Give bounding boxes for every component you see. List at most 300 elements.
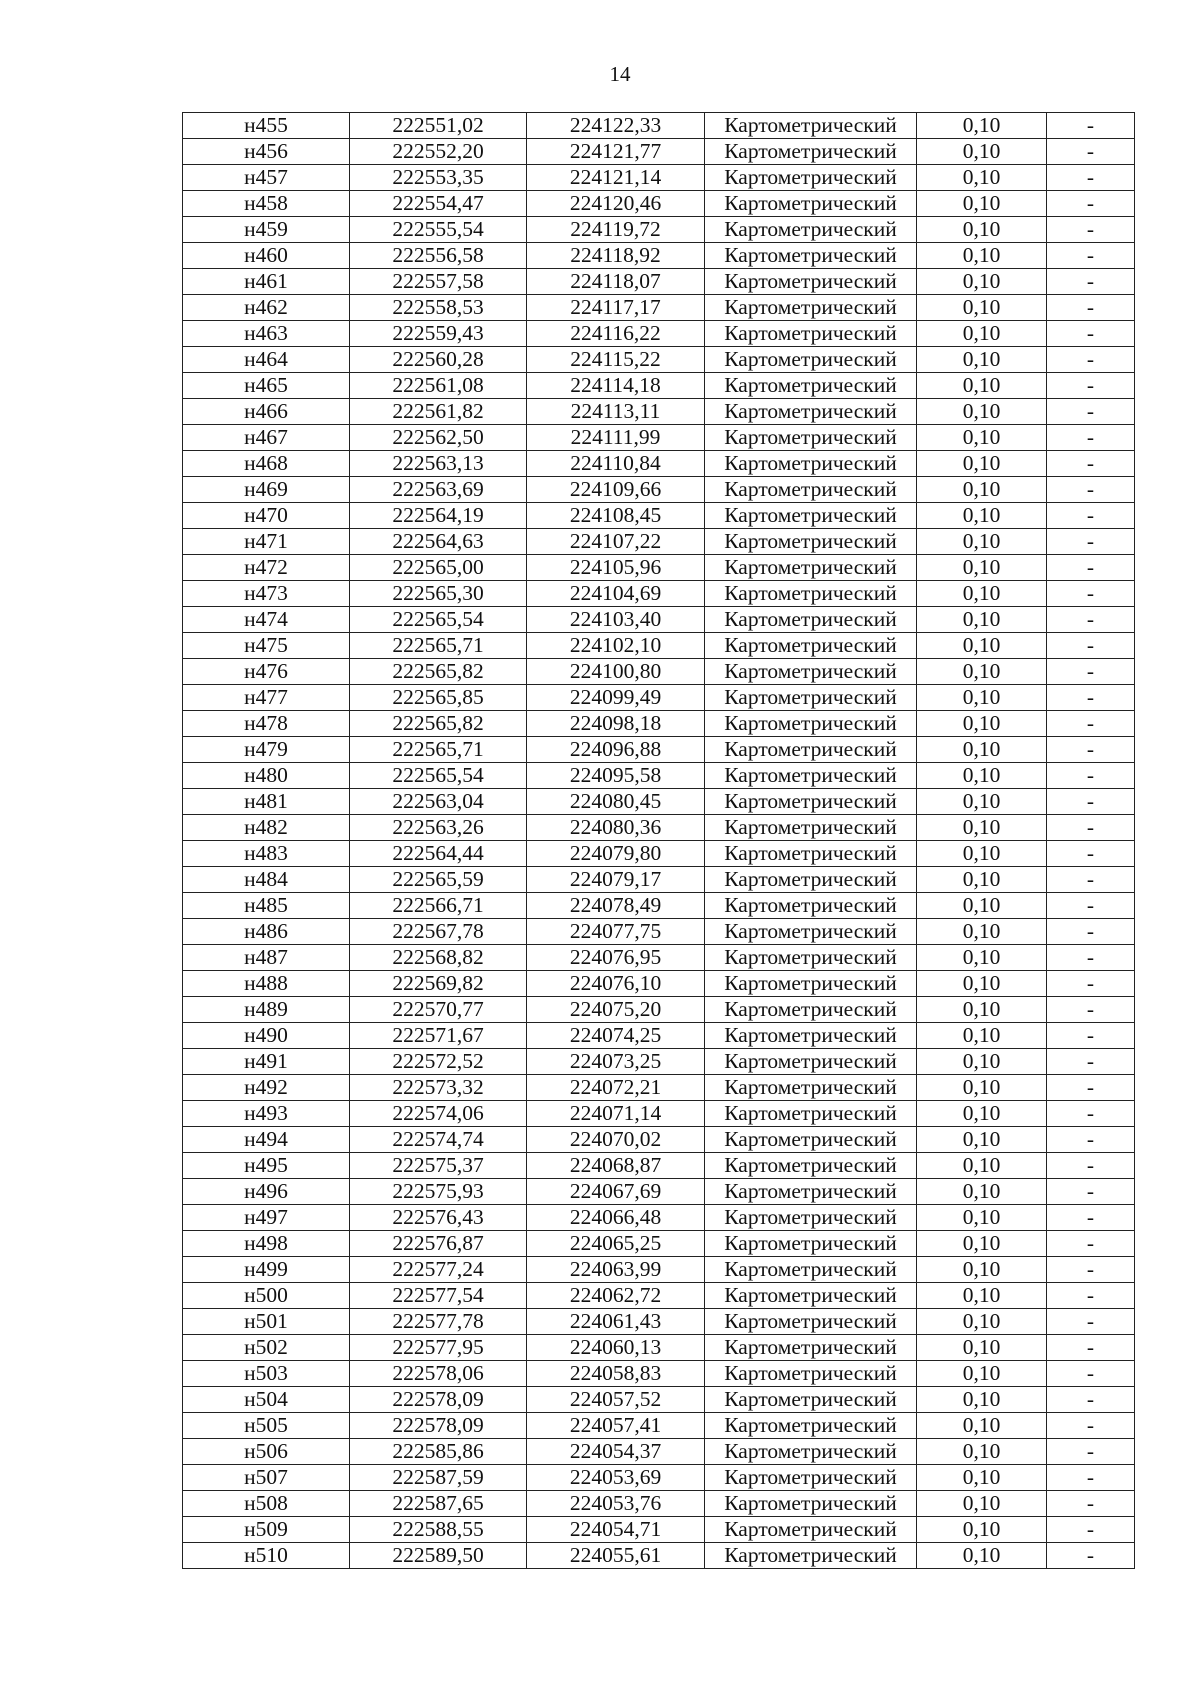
accuracy-cell: 0,10 (917, 1075, 1047, 1101)
description-cell: - (1047, 581, 1135, 607)
table-row (183, 893, 1135, 919)
y-coordinate-cell: 224055,61 (527, 1543, 705, 1569)
y-coordinate-cell: 224079,17 (527, 867, 705, 893)
accuracy-cell: 0,10 (917, 919, 1047, 945)
y-coordinate-cell: 224054,71 (527, 1517, 705, 1543)
point-id-cell: н508 (183, 1491, 350, 1517)
x-coordinate-cell: 222562,50 (350, 425, 527, 451)
x-coordinate-cell: 222564,44 (350, 841, 527, 867)
x-coordinate-cell: 222553,35 (350, 165, 527, 191)
table-row (183, 763, 1135, 789)
table-row (183, 607, 1135, 633)
table-row (183, 1517, 1135, 1543)
description-cell: - (1047, 529, 1135, 555)
y-coordinate-cell: 224103,40 (527, 607, 705, 633)
table-row (183, 1023, 1135, 1049)
accuracy-cell: 0,10 (917, 945, 1047, 971)
point-id-cell: н495 (183, 1153, 350, 1179)
y-coordinate-cell: 224118,07 (527, 269, 705, 295)
method-cell: Картометрический (705, 1309, 917, 1335)
x-coordinate-cell: 222561,08 (350, 373, 527, 399)
description-cell: - (1047, 191, 1135, 217)
accuracy-cell: 0,10 (917, 1023, 1047, 1049)
y-coordinate-cell: 224079,80 (527, 841, 705, 867)
point-id-cell: н462 (183, 295, 350, 321)
table-row (183, 529, 1135, 555)
x-coordinate-cell: 222565,59 (350, 867, 527, 893)
point-id-cell: н482 (183, 815, 350, 841)
method-cell: Картометрический (705, 1127, 917, 1153)
method-cell: Картометрический (705, 1465, 917, 1491)
table-row (183, 1491, 1135, 1517)
method-cell: Картометрический (705, 1491, 917, 1517)
table-row (183, 191, 1135, 217)
point-id-cell: н493 (183, 1101, 350, 1127)
method-cell: Картометрический (705, 191, 917, 217)
method-cell: Картометрический (705, 737, 917, 763)
x-coordinate-cell: 222567,78 (350, 919, 527, 945)
point-id-cell: н455 (183, 113, 350, 139)
method-cell: Картометрический (705, 997, 917, 1023)
accuracy-cell: 0,10 (917, 1153, 1047, 1179)
description-cell: - (1047, 1153, 1135, 1179)
method-cell: Картометрический (705, 815, 917, 841)
table-row (183, 1049, 1135, 1075)
method-cell: Картометрический (705, 269, 917, 295)
point-id-cell: н503 (183, 1361, 350, 1387)
accuracy-cell: 0,10 (917, 217, 1047, 243)
method-cell: Картометрический (705, 1179, 917, 1205)
description-cell: - (1047, 477, 1135, 503)
table-row (183, 1179, 1135, 1205)
accuracy-cell: 0,10 (917, 659, 1047, 685)
accuracy-cell: 0,10 (917, 295, 1047, 321)
y-coordinate-cell: 224068,87 (527, 1153, 705, 1179)
y-coordinate-cell: 224066,48 (527, 1205, 705, 1231)
accuracy-cell: 0,10 (917, 841, 1047, 867)
accuracy-cell: 0,10 (917, 399, 1047, 425)
y-coordinate-cell: 224110,84 (527, 451, 705, 477)
y-coordinate-cell: 224099,49 (527, 685, 705, 711)
x-coordinate-cell: 222577,24 (350, 1257, 527, 1283)
x-coordinate-cell: 222577,95 (350, 1335, 527, 1361)
y-coordinate-cell: 224107,22 (527, 529, 705, 555)
y-coordinate-cell: 224074,25 (527, 1023, 705, 1049)
x-coordinate-cell: 222575,93 (350, 1179, 527, 1205)
table-row (183, 269, 1135, 295)
table-row (183, 867, 1135, 893)
table-row (183, 1283, 1135, 1309)
accuracy-cell: 0,10 (917, 893, 1047, 919)
table-row (183, 399, 1135, 425)
y-coordinate-cell: 224118,92 (527, 243, 705, 269)
point-id-cell: н476 (183, 659, 350, 685)
description-cell: - (1047, 997, 1135, 1023)
y-coordinate-cell: 224080,45 (527, 789, 705, 815)
description-cell: - (1047, 1309, 1135, 1335)
description-cell: - (1047, 451, 1135, 477)
accuracy-cell: 0,10 (917, 373, 1047, 399)
point-id-cell: н474 (183, 607, 350, 633)
description-cell: - (1047, 1127, 1135, 1153)
x-coordinate-cell: 222569,82 (350, 971, 527, 997)
accuracy-cell: 0,10 (917, 581, 1047, 607)
y-coordinate-cell: 224109,66 (527, 477, 705, 503)
description-cell: - (1047, 243, 1135, 269)
x-coordinate-cell: 222576,87 (350, 1231, 527, 1257)
y-coordinate-cell: 224053,76 (527, 1491, 705, 1517)
point-id-cell: н501 (183, 1309, 350, 1335)
description-cell: - (1047, 555, 1135, 581)
method-cell: Картометрический (705, 581, 917, 607)
method-cell: Картометрический (705, 1335, 917, 1361)
y-coordinate-cell: 224113,11 (527, 399, 705, 425)
accuracy-cell: 0,10 (917, 529, 1047, 555)
accuracy-cell: 0,10 (917, 1413, 1047, 1439)
point-id-cell: н465 (183, 373, 350, 399)
accuracy-cell: 0,10 (917, 347, 1047, 373)
point-id-cell: н500 (183, 1283, 350, 1309)
point-id-cell: н489 (183, 997, 350, 1023)
description-cell: - (1047, 763, 1135, 789)
accuracy-cell: 0,10 (917, 1465, 1047, 1491)
point-id-cell: н485 (183, 893, 350, 919)
point-id-cell: н473 (183, 581, 350, 607)
y-coordinate-cell: 224116,22 (527, 321, 705, 347)
description-cell: - (1047, 919, 1135, 945)
x-coordinate-cell: 222578,09 (350, 1413, 527, 1439)
accuracy-cell: 0,10 (917, 1257, 1047, 1283)
accuracy-cell: 0,10 (917, 269, 1047, 295)
method-cell: Картометрический (705, 503, 917, 529)
table-row (183, 997, 1135, 1023)
table-row (183, 1439, 1135, 1465)
x-coordinate-cell: 222574,06 (350, 1101, 527, 1127)
y-coordinate-cell: 224115,22 (527, 347, 705, 373)
x-coordinate-cell: 222565,82 (350, 659, 527, 685)
accuracy-cell: 0,10 (917, 555, 1047, 581)
x-coordinate-cell: 222576,43 (350, 1205, 527, 1231)
point-id-cell: н505 (183, 1413, 350, 1439)
y-coordinate-cell: 224095,58 (527, 763, 705, 789)
accuracy-cell: 0,10 (917, 451, 1047, 477)
description-cell: - (1047, 1413, 1135, 1439)
point-id-cell: н492 (183, 1075, 350, 1101)
description-cell: - (1047, 373, 1135, 399)
table-row (183, 1465, 1135, 1491)
description-cell: - (1047, 711, 1135, 737)
y-coordinate-cell: 224067,69 (527, 1179, 705, 1205)
description-cell: - (1047, 425, 1135, 451)
method-cell: Картометрический (705, 1543, 917, 1569)
y-coordinate-cell: 224100,80 (527, 659, 705, 685)
point-id-cell: н494 (183, 1127, 350, 1153)
method-cell: Картометрический (705, 165, 917, 191)
method-cell: Картометрический (705, 477, 917, 503)
accuracy-cell: 0,10 (917, 633, 1047, 659)
description-cell: - (1047, 1023, 1135, 1049)
y-coordinate-cell: 224120,46 (527, 191, 705, 217)
description-cell: - (1047, 321, 1135, 347)
table-row (183, 217, 1135, 243)
description-cell: - (1047, 1361, 1135, 1387)
point-id-cell: н496 (183, 1179, 350, 1205)
accuracy-cell: 0,10 (917, 763, 1047, 789)
point-id-cell: н466 (183, 399, 350, 425)
accuracy-cell: 0,10 (917, 477, 1047, 503)
y-coordinate-cell: 224104,69 (527, 581, 705, 607)
table-row (183, 1153, 1135, 1179)
table-row (183, 581, 1135, 607)
accuracy-cell: 0,10 (917, 1179, 1047, 1205)
x-coordinate-cell: 222577,78 (350, 1309, 527, 1335)
accuracy-cell: 0,10 (917, 1517, 1047, 1543)
y-coordinate-cell: 224111,99 (527, 425, 705, 451)
x-coordinate-cell: 222555,54 (350, 217, 527, 243)
method-cell: Картометрический (705, 685, 917, 711)
method-cell: Картометрический (705, 1205, 917, 1231)
accuracy-cell: 0,10 (917, 503, 1047, 529)
table-row (183, 841, 1135, 867)
point-id-cell: н486 (183, 919, 350, 945)
description-cell: - (1047, 789, 1135, 815)
x-coordinate-cell: 222577,54 (350, 1283, 527, 1309)
point-id-cell: н471 (183, 529, 350, 555)
accuracy-cell: 0,10 (917, 1387, 1047, 1413)
x-coordinate-cell: 222587,59 (350, 1465, 527, 1491)
table-row (183, 1101, 1135, 1127)
x-coordinate-cell: 222571,67 (350, 1023, 527, 1049)
accuracy-cell: 0,10 (917, 997, 1047, 1023)
description-cell: - (1047, 217, 1135, 243)
x-coordinate-cell: 222554,47 (350, 191, 527, 217)
point-id-cell: н467 (183, 425, 350, 451)
table-row (183, 1361, 1135, 1387)
table-row (183, 425, 1135, 451)
y-coordinate-cell: 224075,20 (527, 997, 705, 1023)
y-coordinate-cell: 224105,96 (527, 555, 705, 581)
x-coordinate-cell: 222566,71 (350, 893, 527, 919)
y-coordinate-cell: 224060,13 (527, 1335, 705, 1361)
coordinates-table (182, 112, 1135, 1569)
method-cell: Картометрический (705, 243, 917, 269)
y-coordinate-cell: 224121,14 (527, 165, 705, 191)
x-coordinate-cell: 222565,82 (350, 711, 527, 737)
y-coordinate-cell: 224058,83 (527, 1361, 705, 1387)
description-cell: - (1047, 1543, 1135, 1569)
method-cell: Картометрический (705, 1283, 917, 1309)
accuracy-cell: 0,10 (917, 425, 1047, 451)
point-id-cell: н499 (183, 1257, 350, 1283)
point-id-cell: н458 (183, 191, 350, 217)
point-id-cell: н491 (183, 1049, 350, 1075)
table-row (183, 1257, 1135, 1283)
description-cell: - (1047, 1439, 1135, 1465)
point-id-cell: н456 (183, 139, 350, 165)
method-cell: Картометрический (705, 919, 917, 945)
point-id-cell: н469 (183, 477, 350, 503)
point-id-cell: н464 (183, 347, 350, 373)
x-coordinate-cell: 222563,26 (350, 815, 527, 841)
description-cell: - (1047, 1257, 1135, 1283)
method-cell: Картометрический (705, 789, 917, 815)
point-id-cell: н463 (183, 321, 350, 347)
x-coordinate-cell: 222578,09 (350, 1387, 527, 1413)
point-id-cell: н460 (183, 243, 350, 269)
table-row (183, 711, 1135, 737)
description-cell: - (1047, 1387, 1135, 1413)
description-cell: - (1047, 1465, 1135, 1491)
method-cell: Картометрический (705, 217, 917, 243)
accuracy-cell: 0,10 (917, 243, 1047, 269)
point-id-cell: н497 (183, 1205, 350, 1231)
x-coordinate-cell: 222587,65 (350, 1491, 527, 1517)
point-id-cell: н479 (183, 737, 350, 763)
accuracy-cell: 0,10 (917, 1335, 1047, 1361)
table-row (183, 737, 1135, 763)
y-coordinate-cell: 224065,25 (527, 1231, 705, 1257)
y-coordinate-cell: 224063,99 (527, 1257, 705, 1283)
x-coordinate-cell: 222561,82 (350, 399, 527, 425)
x-coordinate-cell: 222565,85 (350, 685, 527, 711)
x-coordinate-cell: 222574,74 (350, 1127, 527, 1153)
description-cell: - (1047, 399, 1135, 425)
accuracy-cell: 0,10 (917, 1049, 1047, 1075)
y-coordinate-cell: 224080,36 (527, 815, 705, 841)
description-cell: - (1047, 113, 1135, 139)
table-row (183, 1543, 1135, 1569)
y-coordinate-cell: 224078,49 (527, 893, 705, 919)
x-coordinate-cell: 222556,58 (350, 243, 527, 269)
table-row (183, 1231, 1135, 1257)
y-coordinate-cell: 224057,52 (527, 1387, 705, 1413)
accuracy-cell: 0,10 (917, 815, 1047, 841)
table-row (183, 165, 1135, 191)
table-row (183, 295, 1135, 321)
table-row (183, 659, 1135, 685)
method-cell: Картометрический (705, 1231, 917, 1257)
accuracy-cell: 0,10 (917, 867, 1047, 893)
accuracy-cell: 0,10 (917, 971, 1047, 997)
description-cell: - (1047, 1101, 1135, 1127)
method-cell: Картометрический (705, 633, 917, 659)
method-cell: Картометрический (705, 945, 917, 971)
x-coordinate-cell: 222552,20 (350, 139, 527, 165)
method-cell: Картометрический (705, 971, 917, 997)
point-id-cell: н487 (183, 945, 350, 971)
page-number: 14 (609, 62, 631, 86)
point-id-cell: н488 (183, 971, 350, 997)
description-cell: - (1047, 867, 1135, 893)
method-cell: Картометрический (705, 1439, 917, 1465)
method-cell: Картометрический (705, 659, 917, 685)
point-id-cell: н459 (183, 217, 350, 243)
method-cell: Картометрический (705, 529, 917, 555)
point-id-cell: н506 (183, 1439, 350, 1465)
accuracy-cell: 0,10 (917, 113, 1047, 139)
description-cell: - (1047, 503, 1135, 529)
table-row (183, 685, 1135, 711)
y-coordinate-cell: 224061,43 (527, 1309, 705, 1335)
y-coordinate-cell: 224076,95 (527, 945, 705, 971)
table-row (183, 971, 1135, 997)
point-id-cell: н484 (183, 867, 350, 893)
table-row (183, 815, 1135, 841)
x-coordinate-cell: 222578,06 (350, 1361, 527, 1387)
x-coordinate-cell: 222563,04 (350, 789, 527, 815)
point-id-cell: н472 (183, 555, 350, 581)
description-cell: - (1047, 685, 1135, 711)
method-cell: Картометрический (705, 1517, 917, 1543)
y-coordinate-cell: 224108,45 (527, 503, 705, 529)
table-row (183, 503, 1135, 529)
y-coordinate-cell: 224117,17 (527, 295, 705, 321)
x-coordinate-cell: 222568,82 (350, 945, 527, 971)
method-cell: Картометрический (705, 295, 917, 321)
point-id-cell: н509 (183, 1517, 350, 1543)
x-coordinate-cell: 222563,13 (350, 451, 527, 477)
y-coordinate-cell: 224073,25 (527, 1049, 705, 1075)
accuracy-cell: 0,10 (917, 1491, 1047, 1517)
accuracy-cell: 0,10 (917, 711, 1047, 737)
table-row (183, 477, 1135, 503)
description-cell: - (1047, 1075, 1135, 1101)
method-cell: Картометрический (705, 893, 917, 919)
method-cell: Картометрический (705, 1413, 917, 1439)
y-coordinate-cell: 224071,14 (527, 1101, 705, 1127)
x-coordinate-cell: 222560,28 (350, 347, 527, 373)
y-coordinate-cell: 224102,10 (527, 633, 705, 659)
description-cell: - (1047, 607, 1135, 633)
method-cell: Картометрический (705, 841, 917, 867)
x-coordinate-cell: 222565,54 (350, 763, 527, 789)
description-cell: - (1047, 1049, 1135, 1075)
method-cell: Картометрический (705, 1075, 917, 1101)
x-coordinate-cell: 222565,30 (350, 581, 527, 607)
table-row (183, 243, 1135, 269)
accuracy-cell: 0,10 (917, 139, 1047, 165)
method-cell: Картометрический (705, 425, 917, 451)
description-cell: - (1047, 1205, 1135, 1231)
method-cell: Картометрический (705, 1023, 917, 1049)
y-coordinate-cell: 224070,02 (527, 1127, 705, 1153)
y-coordinate-cell: 224119,72 (527, 217, 705, 243)
method-cell: Картометрический (705, 867, 917, 893)
accuracy-cell: 0,10 (917, 1543, 1047, 1569)
table-row (183, 113, 1135, 139)
accuracy-cell: 0,10 (917, 607, 1047, 633)
point-id-cell: н481 (183, 789, 350, 815)
x-coordinate-cell: 222588,55 (350, 1517, 527, 1543)
accuracy-cell: 0,10 (917, 1205, 1047, 1231)
point-id-cell: н498 (183, 1231, 350, 1257)
point-id-cell: н468 (183, 451, 350, 477)
method-cell: Картометрический (705, 347, 917, 373)
description-cell: - (1047, 347, 1135, 373)
x-coordinate-cell: 222551,02 (350, 113, 527, 139)
y-coordinate-cell: 224053,69 (527, 1465, 705, 1491)
x-coordinate-cell: 222558,53 (350, 295, 527, 321)
description-cell: - (1047, 971, 1135, 997)
table-row (183, 945, 1135, 971)
table-row (183, 1075, 1135, 1101)
point-id-cell: н457 (183, 165, 350, 191)
x-coordinate-cell: 222585,86 (350, 1439, 527, 1465)
point-id-cell: н475 (183, 633, 350, 659)
accuracy-cell: 0,10 (917, 1439, 1047, 1465)
table-row (183, 1127, 1135, 1153)
y-coordinate-cell: 224077,75 (527, 919, 705, 945)
